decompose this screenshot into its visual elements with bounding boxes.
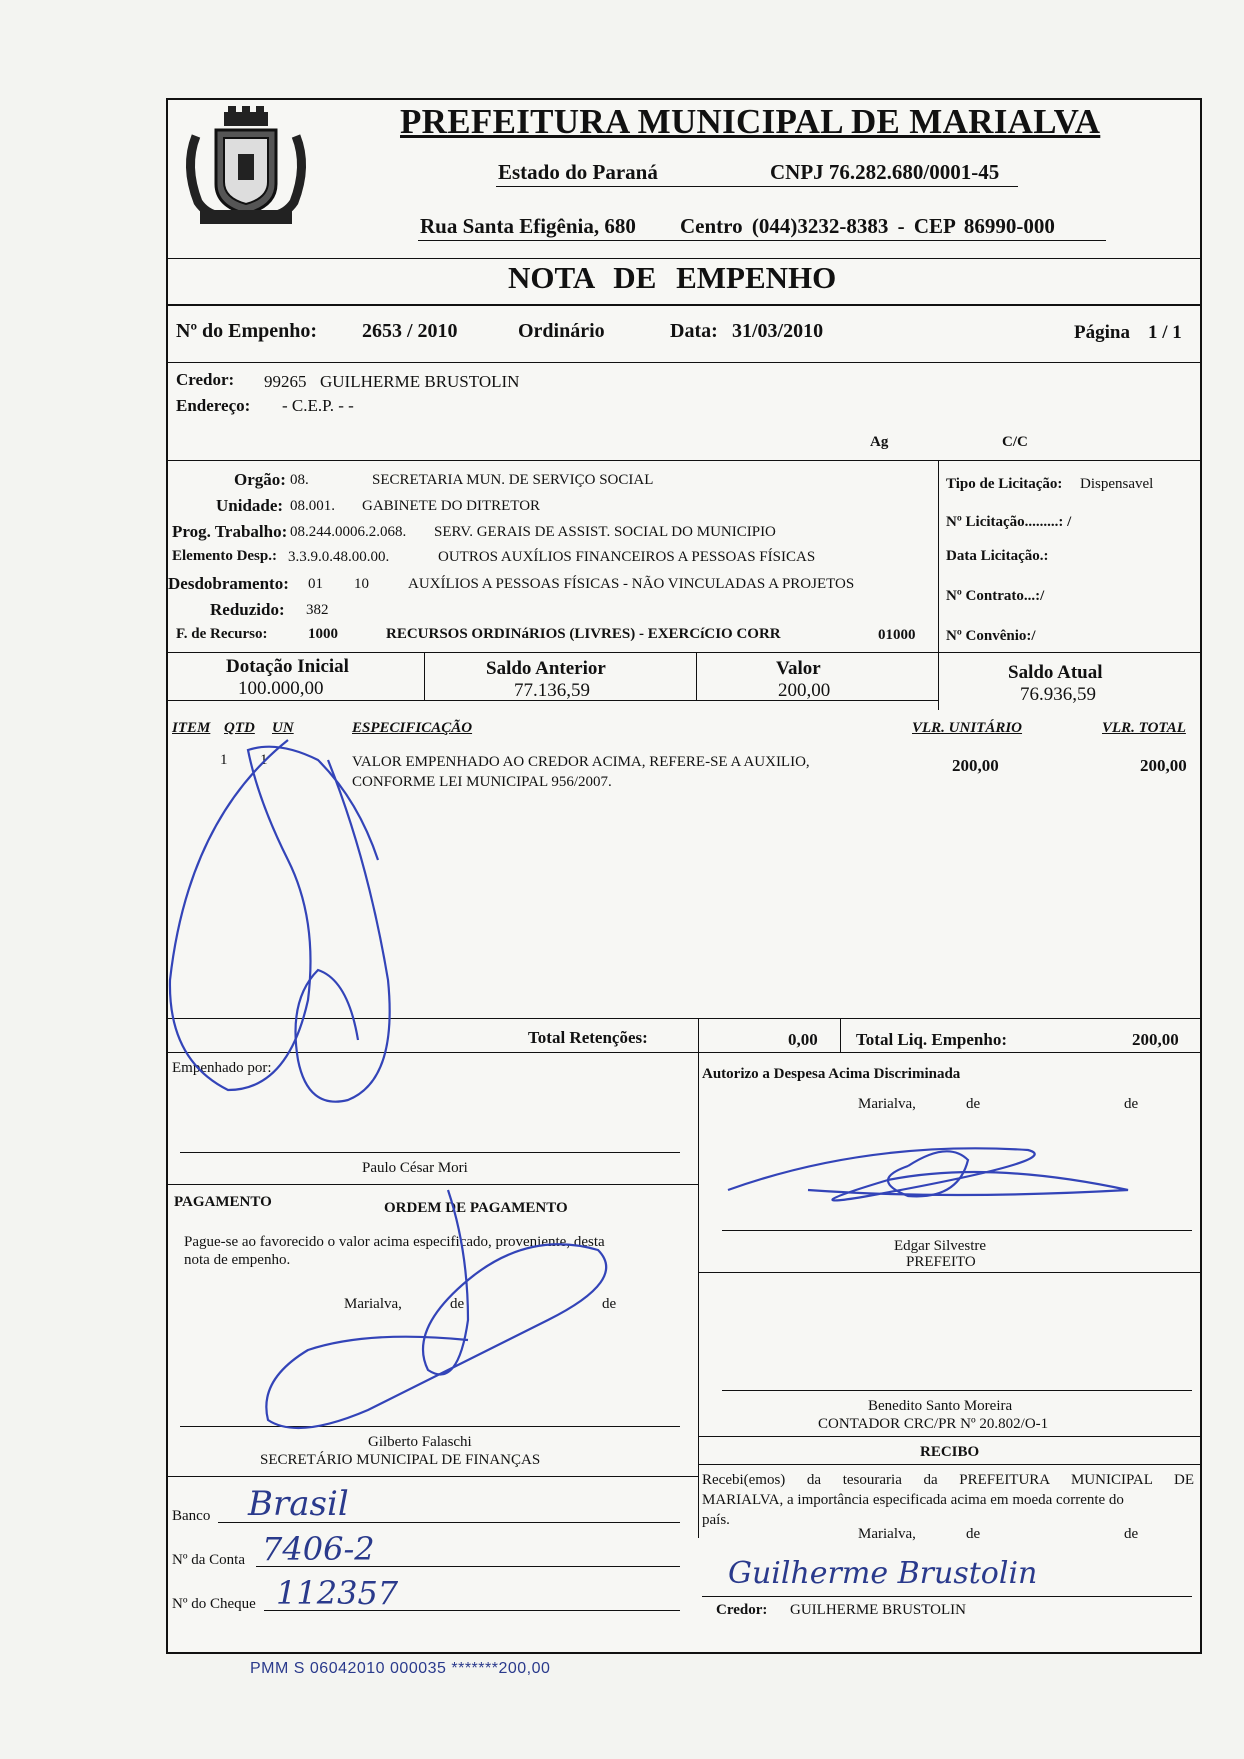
elemento-desc: OUTROS AUXÍLIOS FINANCEIROS A PESSOAS FÍSICAS bbox=[438, 549, 816, 565]
desdob-a: 01 bbox=[308, 576, 323, 592]
reduzido: 382 bbox=[306, 602, 329, 618]
recibo-de-1: de bbox=[966, 1526, 981, 1542]
recibo-texto-1: Recebi(emos) da tesouraria da PREFEITURA MUNICIPAL DE bbox=[702, 1472, 1194, 1488]
unidade-desc: GABINETE DO DITRETOR bbox=[362, 498, 541, 514]
credor-endereco: - C.E.P. - - bbox=[282, 396, 354, 415]
empenhado-label: Empenhado por: bbox=[172, 1060, 272, 1076]
total-liq: 200,00 bbox=[1132, 1030, 1179, 1049]
secretario-cargo: SECRETÁRIO MUNICIPAL DE FINANÇAS bbox=[260, 1452, 541, 1468]
dotacao-label: Dotação Inicial bbox=[226, 656, 349, 677]
autorizo-marialva: Marialva, bbox=[858, 1096, 916, 1112]
col-item: ITEM bbox=[172, 720, 211, 736]
recibo-texto-3: país. bbox=[702, 1512, 730, 1528]
total-retencoes-label: Total Retenções: bbox=[528, 1028, 648, 1047]
pagamento-texto-2: nota de empenho. bbox=[184, 1252, 291, 1268]
recurso-code2: 01000 bbox=[878, 627, 916, 643]
recibo-label: RECIBO bbox=[920, 1444, 980, 1460]
bank-stamp: PMM S 06042010 000035 *******200,00 bbox=[250, 1660, 551, 1677]
prog-desc: SERV. GERAIS DE ASSIST. SOCIAL DO MUNICIPIO bbox=[434, 524, 776, 540]
ag-label: Ag bbox=[870, 434, 889, 450]
recibo-de-2: de bbox=[1124, 1526, 1139, 1542]
cc-label: C/C bbox=[1002, 434, 1028, 450]
item-qtd: 1 bbox=[260, 752, 268, 768]
col-vlr-total: VLR. TOTAL bbox=[1102, 720, 1186, 736]
valor-label: Valor bbox=[776, 658, 821, 679]
tipo-licitacao: Dispensavel bbox=[1080, 476, 1154, 492]
pagamento-marialva: Marialva, bbox=[344, 1296, 402, 1312]
prefeito-cargo: PREFEITO bbox=[906, 1254, 976, 1270]
desdob-desc: AUXÍLIOS A PESSOAS FÍSICAS - NÃO VINCULADAS A PROJETOS bbox=[408, 576, 855, 592]
orgao-label: Orgão: bbox=[234, 470, 286, 489]
empenhado-nome: Paulo César Mori bbox=[362, 1160, 468, 1176]
autorizo-de-1: de bbox=[966, 1096, 981, 1112]
pagina: 1 / 1 bbox=[1148, 322, 1182, 343]
convenio-label: Nº Convênio:/ bbox=[946, 628, 1036, 644]
ordem-pagamento-label: ORDEM DE PAGAMENTO bbox=[384, 1200, 568, 1216]
tipo-licitacao-label: Tipo de Licitação: bbox=[946, 476, 1063, 492]
empenho-tipo: Ordinário bbox=[518, 320, 605, 342]
cheque-label: Nº do Cheque bbox=[172, 1596, 256, 1612]
col-qtd: QTD bbox=[224, 720, 255, 736]
secretario-nome: Gilberto Falaschi bbox=[368, 1434, 472, 1450]
conta-manuscrito: 7406-2 bbox=[262, 1530, 375, 1568]
empenho-data: 31/03/2010 bbox=[732, 320, 824, 342]
item-spec-2: CONFORME LEI MUNICIPAL 956/2007. bbox=[352, 774, 612, 790]
col-un: UN bbox=[272, 720, 294, 736]
unidade-code: 08.001. bbox=[290, 498, 335, 514]
col-especificacao: ESPECIFICAÇÃO bbox=[352, 720, 473, 736]
doc-title: NOTA DE EMPENHO bbox=[508, 260, 837, 295]
pagamento-de-2: de bbox=[602, 1296, 617, 1312]
prog-code: 08.244.0006.2.068. bbox=[290, 524, 407, 540]
prefeito-nome: Edgar Silvestre bbox=[894, 1238, 987, 1254]
estado: Estado do Paraná bbox=[498, 160, 658, 184]
credor-name: GUILHERME BRUSTOLIN bbox=[320, 372, 520, 391]
item-vlr-total: 200,00 bbox=[1140, 756, 1187, 775]
item-vlr-unit: 200,00 bbox=[952, 756, 999, 775]
recurso-code: 1000 bbox=[308, 626, 338, 642]
pagina-label: Página bbox=[1074, 322, 1130, 343]
dotacao-valor: 100.000,00 bbox=[238, 678, 324, 699]
item-spec-1: VALOR EMPENHADO AO CREDOR ACIMA, REFERE-SE A AUXILIO, bbox=[352, 754, 810, 770]
orgao-desc: SECRETARIA MUN. DE SERVIÇO SOCIAL bbox=[372, 472, 654, 488]
signature-secretario bbox=[266, 1190, 606, 1428]
contrato-label: Nº Contrato...:/ bbox=[946, 588, 1045, 604]
pagamento-label: PAGAMENTO bbox=[174, 1194, 272, 1210]
banco-label: Banco bbox=[172, 1508, 211, 1524]
credor-code: 99265 bbox=[264, 372, 307, 391]
empenho-data-label: Data: bbox=[670, 320, 718, 342]
contador-cargo: CONTADOR CRC/PR Nº 20.802/O-1 bbox=[818, 1416, 1049, 1432]
recibo-credor-nome: GUILHERME BRUSTOLIN bbox=[790, 1602, 966, 1618]
empenho-num: 2653 / 2010 bbox=[362, 320, 458, 342]
signature-loop-left bbox=[170, 740, 378, 1090]
total-liq-label: Total Liq. Empenho: bbox=[856, 1030, 1007, 1049]
total-retencoes: 0,00 bbox=[788, 1030, 818, 1049]
desdob-b: 10 bbox=[354, 576, 369, 592]
cnpj: CNPJ 76.282.680/0001-45 bbox=[770, 160, 1000, 184]
nota-de-empenho-form bbox=[166, 98, 1202, 1654]
cheque-manuscrito: 112357 bbox=[276, 1574, 399, 1612]
recibo-marialva: Marialva, bbox=[858, 1526, 916, 1542]
pagamento-de-1: de bbox=[450, 1296, 465, 1312]
col-vlr-unitario: VLR. UNITÁRIO bbox=[912, 720, 1023, 736]
pagamento-texto-1: Pague-se ao favorecido o valor acima especificado, proveniente, desta bbox=[184, 1234, 605, 1250]
data-licitacao-label: Data Licitação.: bbox=[946, 548, 1049, 564]
empenho-num-label: Nº do Empenho: bbox=[176, 320, 318, 342]
saldo-atual: 76.936,59 bbox=[1020, 684, 1096, 705]
prog-label: Prog. Trabalho: bbox=[172, 522, 288, 541]
signature-strokes bbox=[168, 100, 1200, 1652]
recibo-texto-2: MARIALVA, a importância especificada acima em moeda corrente do bbox=[702, 1492, 1124, 1508]
item-num: 1 bbox=[220, 752, 228, 768]
endereco-prefeitura: Rua Santa Efigênia, 680 bbox=[420, 214, 636, 238]
credor-assinatura-manuscrita: Guilherme Brustolin bbox=[728, 1556, 1038, 1591]
prefeitura-title: PREFEITURA MUNICIPAL DE MARIALVA bbox=[400, 102, 1101, 141]
autorizo-de-2: de bbox=[1124, 1096, 1139, 1112]
centro-fone-cep: Centro (044)3232-8383 - CEP 86990-000 bbox=[680, 214, 1055, 238]
elemento-code: 3.3.9.0.48.00.00. bbox=[288, 549, 390, 565]
num-licitacao-label: Nº Licitação.........: / bbox=[946, 514, 1072, 530]
autorizo-label: Autorizo a Despesa Acima Discriminada bbox=[702, 1066, 961, 1082]
saldo-atual-label: Saldo Atual bbox=[1008, 662, 1103, 683]
conta-label: Nº da Conta bbox=[172, 1552, 245, 1568]
saldo-anterior-label: Saldo Anterior bbox=[486, 658, 606, 679]
elemento-label: Elemento Desp.: bbox=[172, 548, 277, 564]
unidade-label: Unidade: bbox=[216, 496, 284, 515]
saldo-anterior: 77.136,59 bbox=[514, 680, 590, 701]
banco-manuscrito: Brasil bbox=[248, 1484, 349, 1524]
recibo-credor-label: Credor: bbox=[716, 1602, 768, 1618]
desdob-label: Desdobramento: bbox=[168, 574, 289, 593]
valor: 200,00 bbox=[778, 680, 831, 701]
contador-nome: Benedito Santo Moreira bbox=[868, 1398, 1013, 1414]
credor-label: Credor: bbox=[176, 370, 235, 389]
endereco-label: Endereço: bbox=[176, 396, 251, 415]
recurso-label: F. de Recurso: bbox=[176, 626, 268, 642]
recurso-desc: RECURSOS ORDINáRIOS (LIVRES) - EXERCíCIO CORR bbox=[386, 626, 781, 642]
reduzido-label: Reduzido: bbox=[210, 600, 285, 619]
orgao-code: 08. bbox=[290, 472, 309, 488]
